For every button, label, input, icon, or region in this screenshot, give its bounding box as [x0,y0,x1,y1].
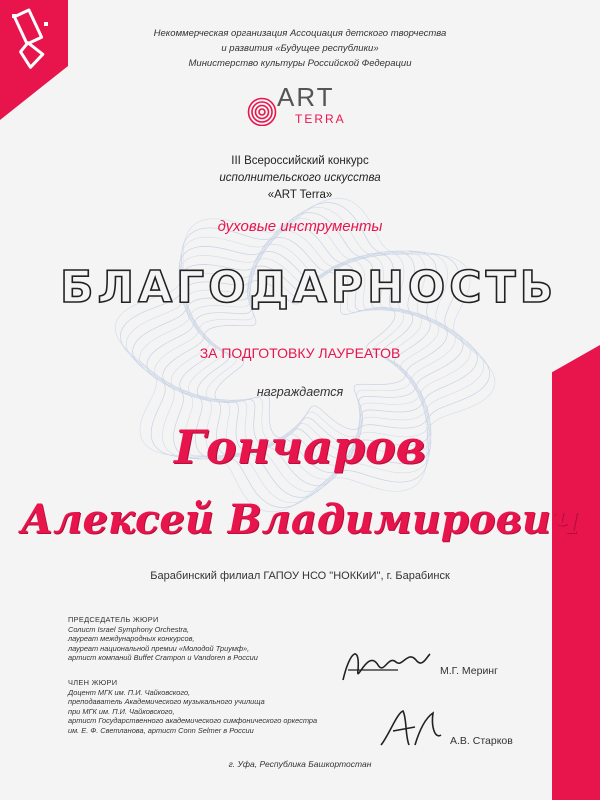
awarded-label: награждается [256,385,344,399]
header-line-1: Некоммерческая организация Ассоциация детского творчества [153,28,447,39]
trumpet-icon [6,8,64,70]
organization-name: Барабинский филиал ГАПОУ НСО "НОККиИ", г. Барабинск [150,570,450,582]
jury-member-line: преподаватель Академического музыкального училища [68,697,265,707]
corner-decoration-bottom-right [552,345,600,800]
jury-member-name: А.В. Старков [450,735,513,747]
recipient-given-names: Алексей Владимирович [20,496,580,543]
category-label: духовые инструменты [217,218,383,235]
jury-chair-line: лауреат международных конкурсов, [68,634,195,644]
jury-member-line: при МГК им. П.И. Чайковского, [68,706,175,716]
recipient-surname: Гончаров [174,420,426,474]
signature-member [375,705,445,753]
header-line-2: и развития «Будущее республики» [221,43,379,54]
contest-line-2: исполнительского искусства [219,172,381,184]
jury-member-role: ЧЛЕН ЖЮРИ [68,678,118,687]
reason-label: ЗА ПОДГОТОВКУ ЛАУРЕАТОВ [199,345,401,361]
jury-member-line: артист Государственного академического симфонического оркестра [68,716,318,726]
jury-chair-line: Солист Israel Symphony Orchestra, [68,624,190,634]
logo-art-text: ART [277,82,335,112]
city-label: г. Уфа, Республика Башкортостан [228,759,372,769]
contest-line-3: «ART Terra» [267,189,333,201]
jury-member-line: Доцент МГК им. П.И. Чайковского, [68,687,191,697]
fingerprint-icon [247,96,277,126]
jury-member-line: им. Е. Ф. Светланова, артист Conn Selmer в России [68,725,254,735]
jury-chair-name: М.Г. Меринг [440,665,498,677]
contest-line-1: III Всероссийский конкурс [231,155,369,167]
logo-terra-text: TERRA [295,112,346,126]
art-terra-logo [245,82,355,132]
jury-chair-role: ПРЕДСЕДАТЕЛЬ ЖЮРИ [68,615,159,624]
header-line-3: Министерство культуры Российской Федерации [188,58,412,69]
jury-chair-line: артист компаний Buffet Crampon и Vandoren в России [68,653,258,663]
certificate-title: БЛАГОДАРНОСТЬ [60,262,558,313]
jury-chair-line: лауреат национальной премии «Молодой Триумф», [68,643,250,653]
signature-chair [338,640,433,690]
